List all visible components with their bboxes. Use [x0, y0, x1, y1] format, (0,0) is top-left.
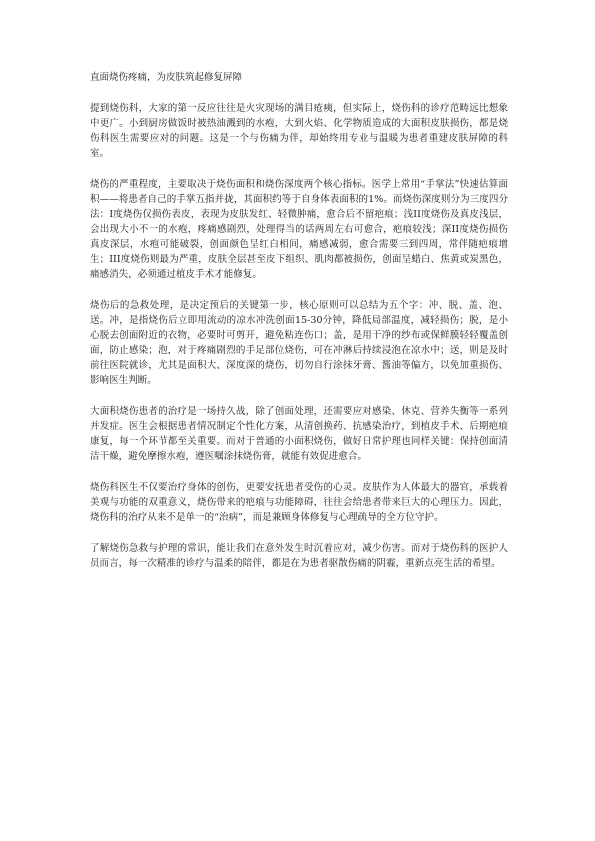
paragraph-conclusion: 了解烧伤急救与护理的常识，能让我们在意外发生时沉着应对，减少伤害。而对于烧伤科的医护人员而言，每一次精准的诊疗与温柔的陪伴，都是在为患者驱散伤痛的阴霾，重新点亮生活的希望。 [90, 543, 508, 569]
paragraph-first-aid: 烧伤后的急救处理，是决定预后的关键第一步，核心原则可以总结为五个字：冲、脱、盖、泡、送。冲，是指烧伤后立即用流动的凉水冲洗创面15-30分钟，降低局部温度，减轻损伤；脱，是小心脱去创面附近的衣物，必要时可剪开，避免粘连伤口；盖，是用干净的纱布或保鲜膜轻轻覆盖创面，防止感染；泡，对于疼痛剧烈的手足部位烧伤，可在冲淋后持续浸泡在凉水中；送，则是及时前往医院就诊，尤其是面积大、深度深的烧伤，切勿自行涂抹牙膏、酱油等偏方，以免加重损伤、影响医生判断。 [90, 300, 508, 386]
document-page [90, 70, 508, 587]
document-title: 直面烧伤疼痛，为皮肤筑起修复屏障 [90, 72, 243, 83]
paragraph-treatment: 大面积烧伤患者的治疗是一场持久战，除了创面处理，还需要应对感染、休克、营养失衡等一系列并发症。医生会根据患者情况制定个性化方案，从清创换药、抗感染治疗，到植皮手术、后期疤痕康复，每一个环节都至关重要。而对于普通的小面积烧伤，做好日常护理也同样关键：保持创面清洁干燥，避免摩擦水疱，遵医嘱涂抹烧伤膏，就能有效促进愈合。 [90, 406, 508, 462]
paragraph-intro: 提到烧伤科，大家的第一反应往往是火灾现场的满目疮痍，但实际上，烧伤科的诊疗范畴远比想象中更广。小到厨房做饭时被热油溅到的水疱，大到火焰、化学物质造成的大面积皮肤损伤，都是烧伤科医生需要应对的问题。这是一个与伤痛为伴，却始终用专业与温暖为患者重建皮肤屏障的科室。 [90, 103, 508, 159]
paragraph-severity: 烧伤的严重程度，主要取决于烧伤面积和烧伤深度两个核心指标。医学上常用“手掌法”快速估算面积——将患者自己的手掌五指并拢，其面积约等于自身体表面积的1%。而烧伤深度则分为三度四分法：I度烧伤仅损伤表皮，表现为皮肤发红、轻微肿痛，愈合后不留疤痕；浅II度烧伤及真皮浅层，会出现大小不一的水疱，疼痛感剧烈，处理得当的话两周左右可愈合，疤痕较浅；深II度烧伤损伤真皮深层，水疱可能破裂，创面颜色呈红白相间，痛感减弱，愈合需要三到四周，常伴随疤痕增生；III度烧伤则最为严重，皮肤全层甚至皮下组织、肌肉都被损伤，创面呈蜡白、焦黄或炭黑色，痛感消失，必须通过植皮手术才能修复。 [90, 179, 508, 280]
paragraph-psychology: 烧伤科医生不仅要治疗身体的创伤，更要安抚患者受伤的心灵。皮肤作为人体最大的器官，承载着美观与功能的双重意义，烧伤带来的疤痕与功能障碍，往往会给患者带来巨大的心理压力。因此，烧伤科的治疗从来不是单一的“治病”，而是兼顾身体修复与心理疏导的全方位守护。 [90, 482, 508, 523]
